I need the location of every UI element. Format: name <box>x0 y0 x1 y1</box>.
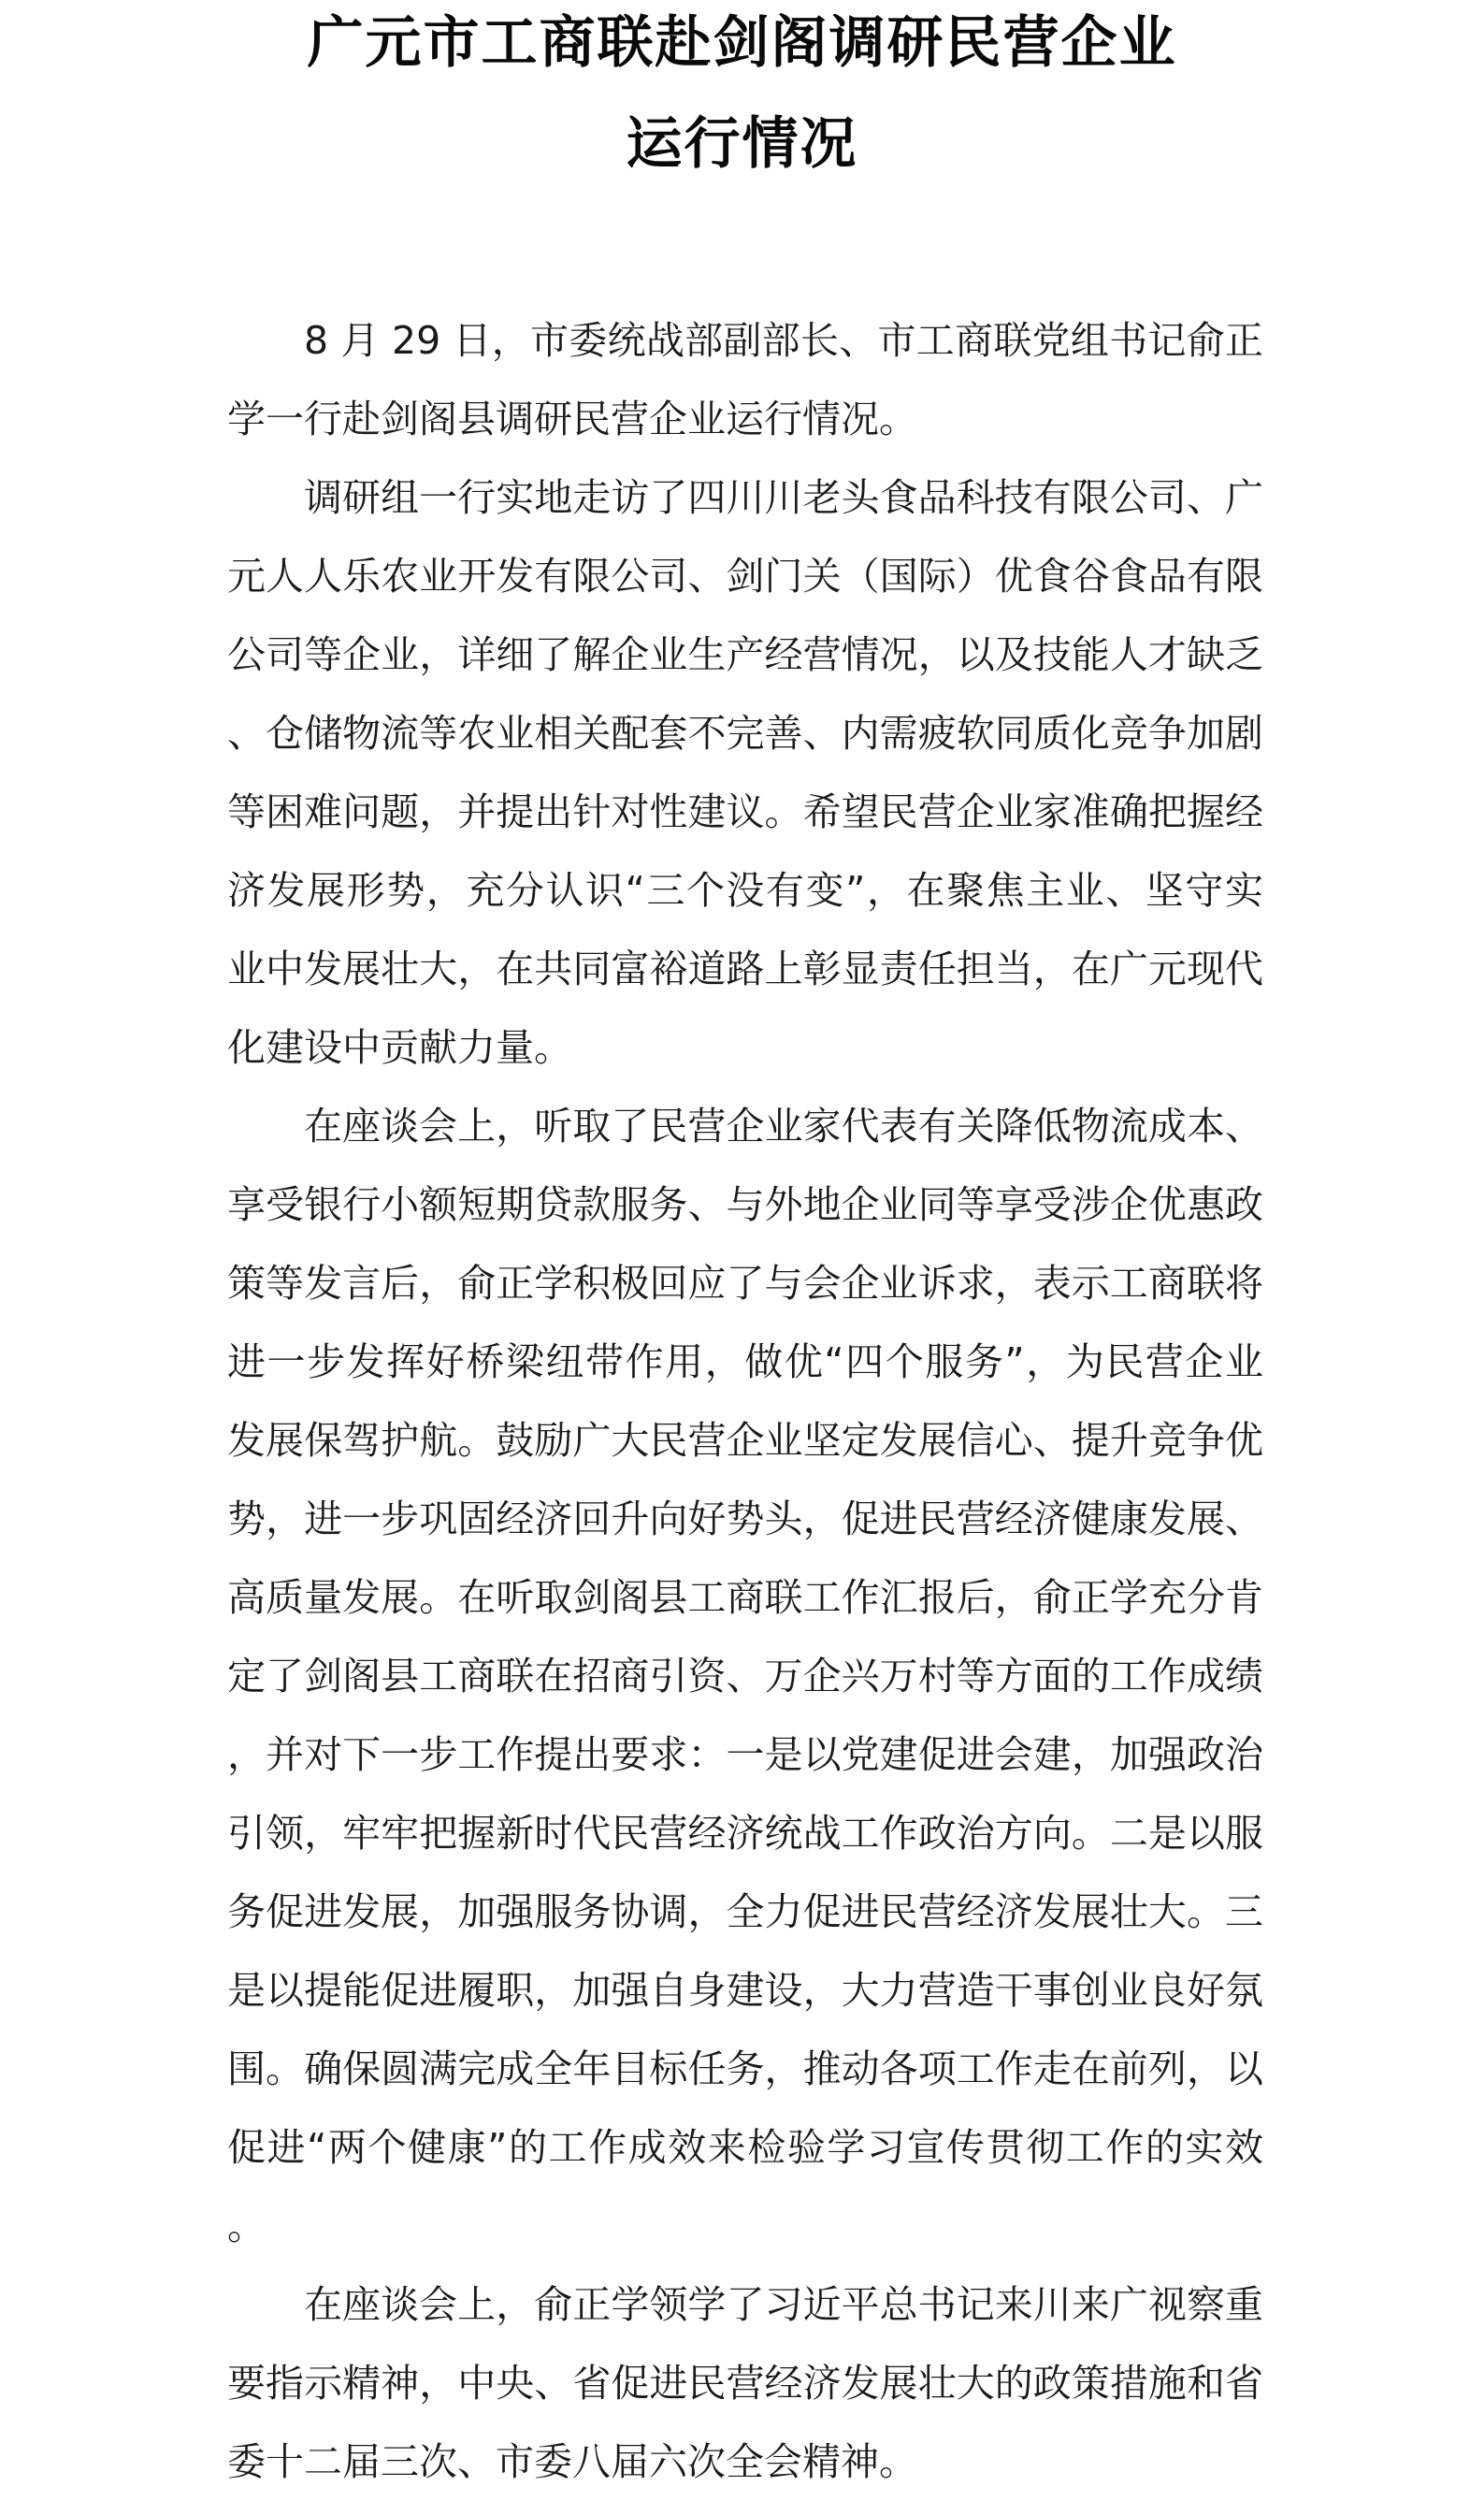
paragraph-2: 调研组一行实地走访了四川川老头食品科技有限公司、广元人人乐农业开发有限公司、剑门关（国际）优食谷食品有限公司等企业，详细了解企业生产经营情况，以及技能人才缺乏、仓储物流等农业相关配套不完善、内需疲软同质化竞争加剧等困难问题，并提出针对性建议。希望民营企业家准确把握经济发展形势，充分认识“三个没有变”，在聚焦主业、坚守实业中发展壮大，在共同富裕道路上彰显责任担当，在广元现代化建设中贡献力量。 <box>227 475 1263 1070</box>
paragraph-1: 8 月 29 日，市委统战部副部长、市工商联党组书记俞正学一行赴剑阁县调研民营企业运行情况。 <box>227 318 1263 441</box>
document-title-line-1: 广元市工商联赴剑阁调研民营企业 <box>307 10 1177 76</box>
document-title-line-2: 运行情况 <box>626 111 858 177</box>
article-body <box>227 301 1263 2501</box>
paragraph-3: 在座谈会上，听取了民营企业家代表有关降低物流成本、享受银行小额短期贷款服务、与外地企业同等享受涉企优惠政策等发言后，俞正学积极回应了与会企业诉求，表示工商联将进一步发挥好桥梁纽带作用，做优“四个服务”，为民营企业发展保驾护航。鼓励广大民营企业坚定发展信心、提升竞争优势，进一步巩固经济回升向好势头，促进民营经济健康发展、高质量发展。在听取剑阁县工商联工作汇报后，俞正学充分肯定了剑阁县工商联在招商引资、万企兴万村等方面的工作成绩，并对下一步工作提出要求：一是以党建促进会建，加强政治引领，牢牢把握新时代民营经济统战工作政治方向。二是以服务促进发展，加强服务协调，全力促进民营经济发展壮大。三是以提能促进履职，加强自身建设，大力营造干事创业良好氛围。确保圆满完成全年目标任务，推动各项工作走在前列，以促进“两个健康”的工作成效来检验学习宣传贯彻工作的实效。 <box>227 1104 1263 2248</box>
paragraph-4: 在座谈会上，俞正学领学了习近平总书记来川来广视察重要指示精神，中央、省促进民营经济发展壮大的政策措施和省委十二届三次、市委八届六次全会精神。 <box>227 2282 1263 2484</box>
